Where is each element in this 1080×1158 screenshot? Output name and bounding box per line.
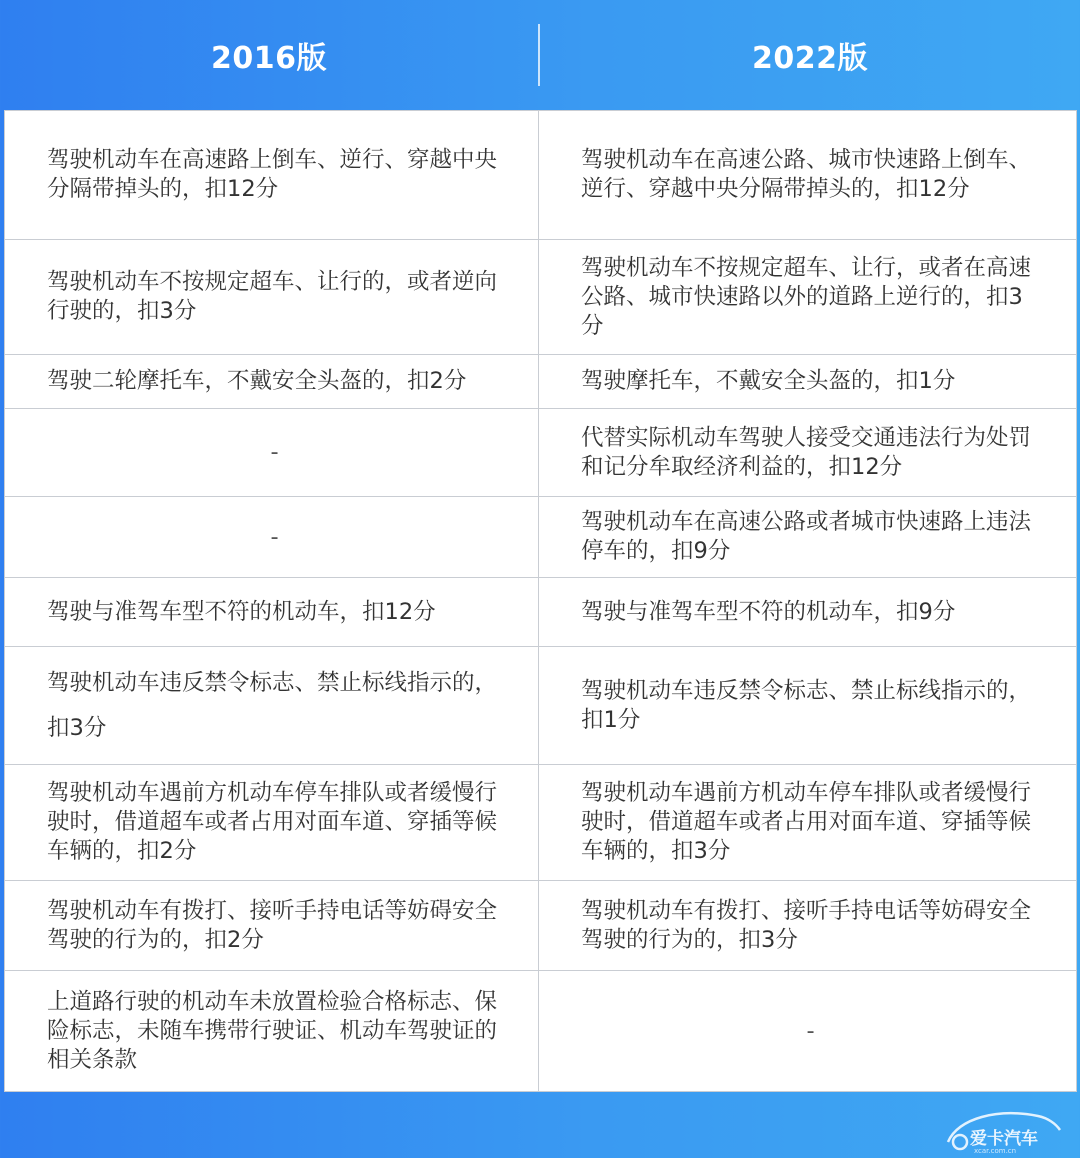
svg-text:爱卡汽车: 爱卡汽车 xyxy=(970,1129,1038,1149)
car-logo-icon xyxy=(938,1104,1068,1154)
cell-2022: - xyxy=(539,971,1077,1092)
cell-2016: 驾驶与准驾车型不符的机动车，扣12分 xyxy=(5,578,539,647)
cell-2022: 驾驶机动车在高速公路或者城市快速路上违法停车的，扣9分 xyxy=(539,497,1077,578)
cell-2016: 驾驶机动车违反禁令标志、禁止标线指示的，扣3分 xyxy=(5,647,539,765)
table-row xyxy=(5,355,1077,409)
cell-2022: 驾驶机动车在高速公路、城市快速路上倒车、逆行、穿越中央分隔带掉头的，扣12分 xyxy=(539,111,1077,240)
cell-2022: 驾驶机动车不按规定超车、让行，或者在高速公路、城市快速路以外的道路上逆行的，扣3分 xyxy=(539,240,1077,355)
cell-2016: 驾驶二轮摩托车，不戴安全头盔的，扣2分 xyxy=(5,355,539,409)
comparison-table xyxy=(4,110,1077,1092)
table-row xyxy=(5,409,1077,497)
column-header-2016: 2016版 xyxy=(211,41,327,76)
table-row xyxy=(5,497,1077,578)
table-row xyxy=(5,647,1077,765)
cell-2016: - xyxy=(5,409,539,497)
cell-2022: 驾驶与准驾车型不符的机动车，扣9分 xyxy=(539,578,1077,647)
table-row xyxy=(5,240,1077,355)
table-header xyxy=(0,0,1080,110)
cell-2016: - xyxy=(5,497,539,578)
table-row xyxy=(5,578,1077,647)
cell-2022: 驾驶机动车遇前方机动车停车排队或者缓慢行驶时，借道超车或者占用对面车道、穿插等候车辆的，扣3分 xyxy=(539,765,1077,881)
column-header-2022: 2022版 xyxy=(752,41,868,76)
cell-2022: 驾驶机动车违反禁令标志、禁止标线指示的，扣1分 xyxy=(539,647,1077,765)
table-row xyxy=(5,971,1077,1092)
cell-2022: 代替实际机动车驾驶人接受交通违法行为处罚和记分牟取经济利益的，扣12分 xyxy=(539,409,1077,497)
table-row xyxy=(5,765,1077,881)
cell-2022: 驾驶机动车有拨打、接听手持电话等妨碍安全驾驶的行为的，扣3分 xyxy=(539,881,1077,971)
cell-2016: 驾驶机动车不按规定超车、让行的，或者逆向行驶的，扣3分 xyxy=(5,240,539,355)
cell-2016: 驾驶机动车有拨打、接听手持电话等妨碍安全驾驶的行为的，扣2分 xyxy=(5,881,539,971)
svg-text:xcar.com.cn: xcar.com.cn xyxy=(974,1147,1017,1154)
table-row xyxy=(5,881,1077,971)
table-row xyxy=(5,111,1077,240)
cell-2016: 驾驶机动车在高速路上倒车、逆行、穿越中央分隔带掉头的，扣12分 xyxy=(5,111,539,240)
cell-2016: 上道路行驶的机动车未放置检验合格标志、保险标志，未随车携带行驶证、机动车驾驶证的相关条款 xyxy=(5,971,539,1092)
xcar-logo xyxy=(938,1104,1068,1154)
cell-2022: 驾驶摩托车，不戴安全头盔的，扣1分 xyxy=(539,355,1077,409)
cell-2016: 驾驶机动车遇前方机动车停车排队或者缓慢行驶时，借道超车或者占用对面车道、穿插等候车辆的，扣2分 xyxy=(5,765,539,881)
